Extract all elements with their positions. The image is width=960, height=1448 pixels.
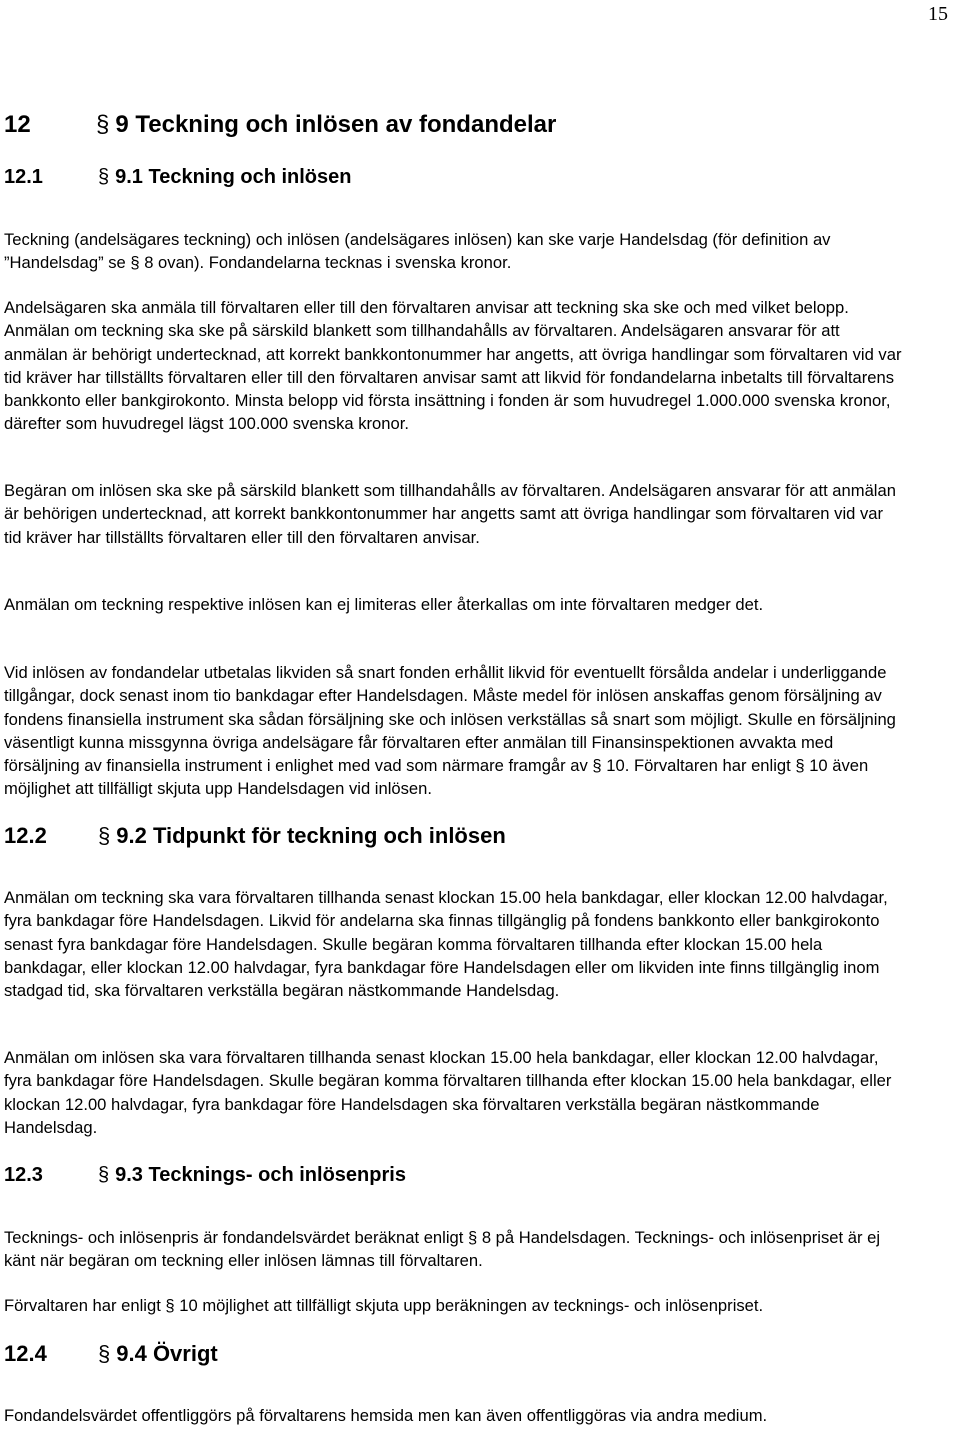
- section-number: 12.1: [4, 166, 43, 188]
- paragraph: Förvaltaren har enligt § 10 möjlighet att tillfälligt skjuta upp beräkningen av tecknings- och inlösenpriset.: [4, 1296, 764, 1315]
- section-number: 12.4: [4, 1341, 47, 1366]
- page-number: 15: [928, 3, 948, 25]
- paragraph: Vid inlösen av fondandelar utbetalas likviden så snart fonden erhållit likvid för eventuellt försålda andelar i underliggande tillgångar, dock senast inom tio bankdagar efter Handelsdagen. Måste medel för inlösen anskaffas genom försäljning av fondens finansiella instrument ska sådan försäljning ske och inlösen verkställas så snart som möjligt. Skulle en försäljning väsentligt kunna missgynna övriga andelsägare får förvaltaren efter anmälan till Finansinspektionen avvakta med försäljning av finansiella instrument i enlighet med vad som närmare framgår av § 10. Förvaltaren har enligt § 10 även möjlighet att tillfälligt skjuta upp Handelsdagen vid inlösen.: [4, 663, 896, 799]
- section-sign: §: [96, 111, 110, 138]
- section-title: 9.2 Tidpunkt för teckning och inlösen: [116, 823, 506, 848]
- section-title: 9.1 Teckning och inlösen: [115, 166, 352, 188]
- section-heading-12-2: [4, 822, 506, 850]
- paragraph: Anmälan om inlösen ska vara förvaltaren tillhanda senast klockan 15.00 hela bankdagar, eller klockan 12.00 halvdagar, fyra bankdagar före Handelsdagen. Skulle begäran komma förvaltaren tillhanda efter klockan 15.00 hela bankdagar, eller klockan 12.00 halvdagar, fyra bankdagar före Handelsdagen ska förvaltaren verkställa begäran nästkommande Handelsdag.: [4, 1048, 892, 1137]
- paragraph: Fondandelsvärdet offentliggörs på förvaltarens hemsida men kan även offentliggöras via andra medium.: [4, 1406, 768, 1425]
- section-title: 9.3 Tecknings- och inlösenpris: [115, 1164, 406, 1186]
- chapter-heading: [4, 110, 556, 140]
- chapter-number: 12: [4, 111, 31, 138]
- section-sign: §: [98, 1341, 111, 1366]
- section-heading-12-4: [4, 1340, 218, 1368]
- chapter-title: 9 Teckning och inlösen av fondandelar: [115, 111, 557, 138]
- section-sign: §: [98, 166, 110, 188]
- section-sign: §: [98, 823, 111, 848]
- paragraph: Andelsägaren ska anmäla till förvaltaren eller till den förvaltaren anvisar att teckning ska ske och med vilket belopp. Anmälan om teckning ska ske på särskild blankett som tillhandahålls av förvaltaren. Andelsägaren ansvarar för att anmälan är behörigt undertecknad, att korrekt bankkontonummer har angetts, att övriga handlingar som förvaltaren vid var tid kräver har tillställts förvaltaren eller till den förvaltaren anvisar samt att likvid för fondandelarna inbetalts till förvaltarens bankkonto eller bankgirokonto. Minsta belopp vid första insättning i fonden är som huvudregel 1.000.000 svenska kronor, därefter som huvudregel lägst 100.000 svenska kronor.: [4, 298, 902, 434]
- paragraph: Anmälan om teckning respektive inlösen kan ej limiteras eller återkallas om inte förvaltaren medger det.: [4, 595, 764, 614]
- section-heading-12-1: [4, 164, 351, 190]
- section-number: 12.3: [4, 1164, 43, 1186]
- paragraph: Anmälan om teckning ska vara förvaltaren tillhanda senast klockan 15.00 hela bankdagar, eller klockan 12.00 halvdagar, fyra bankdagar före Handelsdagen. Likvid för andelarna ska finnas tillgänglig på fondens bankkonto eller bankgirokonto senast fyra bankdagar före Handelsdagen. Skulle begäran komma förvaltaren tillhanda efter klockan 15.00 hela bankdagar, eller klockan 12.00 halvdagar, fyra bankdagar före Handelsdagen eller om likviden inte finns tillgänglig inom stadgad tid, ska förvaltaren verkställa begäran nästkommande Handelsdag.: [4, 888, 888, 1001]
- section-sign: §: [98, 1164, 110, 1186]
- paragraph: Tecknings- och inlösenpris är fondandelsvärdet beräknat enligt § 8 på Handelsdagen. Tecknings- och inlösenpriset är ej känt när begäran om teckning eller inlösen lämnas till förvaltaren.: [4, 1228, 881, 1271]
- paragraph: Begäran om inlösen ska ske på särskild blankett som tillhandahålls av förvaltaren. Andelsägaren ansvarar för att anmälan är behörigen undertecknad, att korrekt bankkontonummer har angetts samt att övriga handlingar som förvaltaren vid var tid kräver har tillställts förvaltaren eller till den förvaltaren anvisar.: [4, 481, 896, 547]
- section-title: 9.4 Övrigt: [116, 1341, 218, 1366]
- section-number: 12.2: [4, 823, 47, 848]
- section-heading-12-3: [4, 1162, 406, 1188]
- paragraph: Teckning (andelsägares teckning) och inlösen (andelsägares inlösen) kan ske varje Handelsdag (för definition av ”Handelsdag” se § 8 ovan). Fondandelarna tecknas i svenska kronor.: [4, 230, 831, 273]
